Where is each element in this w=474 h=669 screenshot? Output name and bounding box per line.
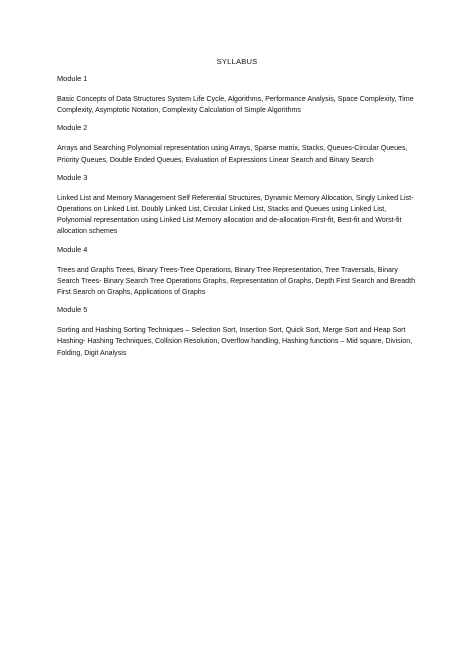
module-description: Basic Concepts of Data Structures System Life Cycle, Algorithms, Performance Analysis, Space Complexity, Time Complexity, Asymptotic Notation, Complexity Calculation of Simple Algorithms [57,95,414,115]
module-3 [57,173,422,238]
syllabus-content [57,74,422,366]
module-description: Trees and Graphs Trees, Binary Trees-Tree Operations, Binary Tree Representation, Tree Traversals, Binary Search Trees- Binary Search Tree Operations Graphs, Representation of Graphs, Depth First Search and Breadth First Search on Graphs, Applications of Graphs [57,265,416,297]
module-5 [57,305,422,359]
page-title: SYLLABUS [216,57,258,66]
module-1 [57,74,422,116]
module-heading: Module 5 [57,305,88,315]
module-heading: Module 4 [57,244,88,254]
module-heading: Module 3 [57,172,88,182]
module-2 [57,123,422,165]
module-heading: Module 1 [57,74,88,83]
module-heading: Module 2 [57,123,88,133]
module-description: Linked List and Memory Management Self Referential Structures, Dynamic Memory Allocation, Singly Linked List-Operations on Linked List. Doubly Linked List, Circular Linked List, Stacks and Queues using Linked List, Polynomial representation using Linked List Memory allocation and de-allocation-First-fit, Best-fit and Worst-fit allocation schemes [57,193,414,236]
module-4 [57,245,422,299]
module-description: Arrays and Searching Polynomial representation using Arrays, Sparse matrix, Stacks, Queues-Circular Queues, Priority Queues, Double Ended Queues, Evaluation of Expressions Linear Search and Binary Search [57,144,408,164]
module-description: Sorting and Hashing Sorting Techniques – Selection Sort, Insertion Sort, Quick Sort, Merge Sort and Heap Sort Hashing- Hashing Techniques, Collision Resolution, Overflow handling, Hashing functions – Mid square, Division, Folding, Digit Analysis [57,326,413,357]
